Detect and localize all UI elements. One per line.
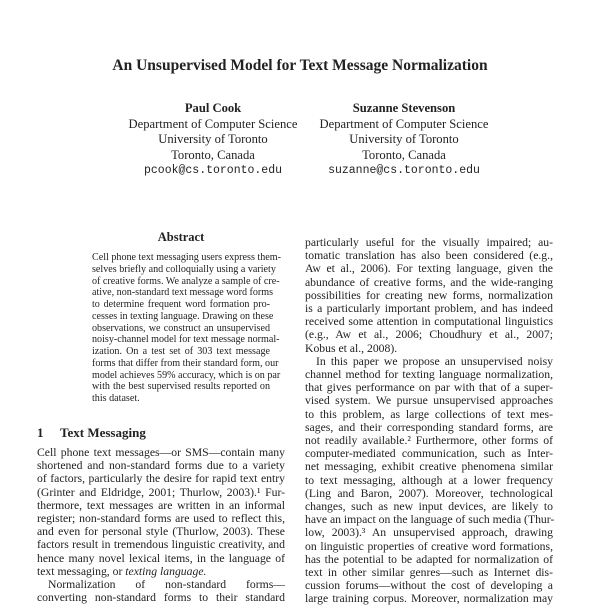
text-line: vised system. We pursue unsupervised approaches (305, 394, 553, 408)
text-line: large training corpus. Moreover, normalization may (305, 592, 553, 606)
section-title: Text Messaging (60, 425, 146, 440)
text-line: that gives performance on par with that of a super- (305, 381, 553, 395)
text-line: (Ling and Baron, 2007). Moreover, technological (305, 486, 553, 500)
text-line: Cell phone text messages—or SMS—contain many (37, 446, 285, 459)
paper-title: An Unsupervised Model for Text Message Normalization (112, 57, 488, 74)
author-location: Toronto, Canada (362, 147, 446, 162)
text-line: is a particularly important problem, and has indeed (305, 302, 553, 316)
text-line: not readily available.² Furthermore, other forms of (305, 434, 553, 448)
text-line: has the potential to be adapted for normalization of (305, 552, 553, 566)
author-block (284, 101, 524, 179)
text-line: text in other similar genres—such as Internet dis- (305, 566, 553, 580)
text-span: text messaging, or (37, 564, 123, 578)
author-location: Toronto, Canada (171, 147, 255, 162)
text-line: ization. On a test set of 303 text message (92, 346, 270, 357)
left-column-text (37, 446, 285, 604)
text-line: Kobus et al., 2008). (305, 341, 398, 355)
text-line: possibilities for creating new forms, normalization (305, 288, 553, 302)
text-line: register; non-standard forms are used to reflect this, (37, 512, 285, 526)
author-name: Paul Cook (184, 101, 242, 115)
text-line: received some attention in computational linguistics (305, 315, 553, 329)
text-line: to this problem, as large collections of text mes- (305, 407, 553, 421)
text-line: of creative forms. We analyze a sample of cre- (92, 275, 280, 287)
text-line: low, 2003).³ An unsupervised approach, drawing (305, 526, 553, 540)
author-univ: University of Toronto (158, 132, 268, 146)
text-line: to determine frequent word formation pro- (92, 299, 270, 310)
text-line: abundance of creative forms, and the wide-ranging (305, 275, 553, 289)
text-line: to text messaging, although at a lower frequency (305, 473, 553, 487)
author-dept: Department of Computer Science (319, 116, 489, 131)
text-line (37, 565, 285, 578)
text-line: channel method for texting language normalization, (305, 368, 553, 382)
section-number: 1 (37, 425, 44, 440)
text-line: (e.g., Aw et al., 2006; Choudhury et al., 2007; (305, 328, 553, 342)
text-line: computer-mediated communication, such as Inter- (305, 447, 553, 461)
text-line: of factors, particularly the desire for rapid text entry (37, 472, 285, 486)
text-line: this dataset. (92, 393, 140, 404)
text-line: model achieves 59% accuracy, which is on par (92, 369, 281, 381)
text-line: sages, and their corresponding standard forms, are (305, 420, 553, 434)
text-line: factors result in tremendous linguistic creativity, and (37, 538, 285, 552)
text-line: Cell phone text messaging users express them- (92, 252, 281, 263)
text-line: forms that differ from their standard form, our (92, 357, 279, 369)
text-line: have an impact on the language of such media (Thur- (305, 513, 555, 527)
text-line: ative, non-standard text message word forms (92, 287, 274, 299)
text-line: observations, we construct an unsupervised (92, 322, 270, 334)
author-name: Suzanne Stevenson (352, 101, 456, 115)
author-univ: University of Toronto (349, 132, 459, 146)
text-line: changes, such as new input devices, are likely to (305, 500, 553, 514)
text-line: particularly useful for the visually impaired; au- (305, 236, 553, 249)
text-line: hence many novel lexical items, in the language of (37, 551, 285, 565)
text-line: cesses in texting language. Drawing on these (92, 310, 274, 322)
section-heading (37, 425, 146, 441)
author-email: suzanne@cs.toronto.edu (328, 164, 480, 177)
text-line: Normalization of non-standard forms— (48, 578, 285, 592)
text-line: In this paper we propose an unsupervised noisy (316, 354, 553, 368)
right-column-text (305, 236, 553, 606)
abstract-heading: Abstract (157, 230, 205, 244)
text-line: and even for personal style (Thurlow, 2003). These (37, 525, 285, 539)
text-line: Aw et al., 2006). For texting language, given the (305, 262, 553, 276)
text-line: shortened and non-standard forms due to a variety (37, 459, 285, 473)
text-line: noisy-channel model for text message normal- (92, 334, 280, 346)
text-line: net messaging, exhibit creative phenomena similar (305, 460, 553, 474)
abstract-body (92, 252, 281, 405)
text-line: cussion forums—without the cost of developing a (305, 579, 553, 593)
italic-term: texting language. (125, 564, 207, 578)
text-line: selves briefly and colloquially using a variety (92, 263, 276, 275)
text-line: converting non-standard forms to their standard (37, 591, 285, 605)
author-dept: Department of Computer Science (128, 116, 298, 131)
text-line: with the best supervised results reported on (92, 381, 270, 393)
text-line: (Grinter and Eldridge, 2001; Thurlow, 2003).¹ Fur- (37, 485, 285, 499)
author-email: pcook@cs.toronto.edu (143, 164, 283, 177)
text-line: on linguistic properties of creative word formations, (305, 539, 553, 553)
text-line: thermore, text messages are written in an informal (37, 498, 285, 512)
text-line: tomatic translation has also been considered (e.g., (305, 249, 553, 263)
